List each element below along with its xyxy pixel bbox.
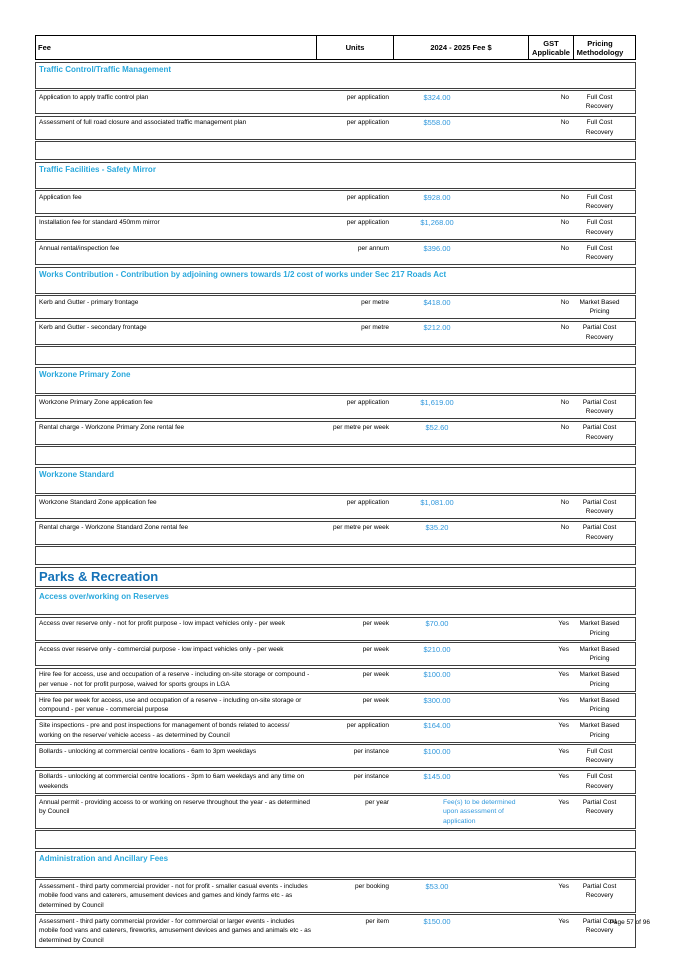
page-number: Page 57 of 96	[609, 919, 650, 926]
fee-description: Assessment - third party commercial provider - not for profit - smaller casual events - includes mobile food vans and caterers, amusement devices and games and kindy farms etc - as determined by Council	[39, 882, 308, 909]
fee-table-row	[35, 879, 636, 913]
fee-amount: $150.00	[423, 916, 451, 926]
section-title: Workzone Standard	[39, 470, 114, 479]
empty-spacer-row	[35, 141, 636, 160]
fee-description: Annual rental/inspection fee	[39, 244, 120, 252]
pricing-methodology: Partial Cost Recovery	[582, 524, 617, 541]
fee-units: per week	[362, 671, 389, 678]
fee-description: Rental charge - Workzone Primary Zone rental fee	[39, 424, 185, 431]
section-title: Works Contribution - Contribution by adjoining owners towards 1/2 cost of works under Sec 217 Roads Act	[39, 270, 447, 279]
fee-amount: $53.00	[425, 881, 449, 891]
fee-description: Hire fee per week for access, use and occupation of a reserve - including on-site storage or compound - per venue - commercial purpose	[39, 696, 302, 713]
fee-units: per metre	[361, 324, 389, 331]
fee-table-row	[35, 617, 636, 641]
column-header-pricing-methodology: Pricing Methodology	[573, 36, 626, 59]
gst-applicable: Yes	[558, 747, 569, 755]
section-title: Traffic Control/Traffic Management	[39, 65, 172, 74]
fee-units: per item	[365, 917, 389, 925]
pricing-methodology: Full Cost Recovery	[585, 244, 614, 261]
fee-amount: $1,268.00	[420, 218, 454, 227]
fee-amount: $210.00	[423, 644, 451, 654]
fee-description: Bollards - unlocking at commercial centre locations - 3pm to 6am weekdays and any time on weekends	[39, 773, 305, 790]
fee-units: per week	[362, 620, 389, 627]
fee-amount: $300.00	[423, 695, 451, 705]
gst-applicable: Yes	[558, 773, 569, 780]
fee-table-row	[35, 521, 636, 545]
fee-description: Kerb and Gutter - primary frontage	[39, 298, 139, 306]
fee-units: per metre per week	[333, 524, 389, 531]
fee-units: per instance	[353, 773, 389, 780]
section-title: Workzone Primary Zone	[39, 370, 131, 379]
fee-amount: $212.00	[423, 323, 451, 332]
pricing-methodology: Partial Cost Recovery	[582, 498, 617, 515]
pricing-methodology: Partial Cost Recovery	[582, 917, 617, 934]
fee-table-row	[35, 295, 636, 319]
pricing-methodology: Market Based Pricing	[579, 722, 620, 739]
gst-applicable: No	[560, 219, 569, 226]
empty-spacer-row	[35, 346, 636, 365]
gst-applicable: Yes	[558, 671, 569, 678]
fee-units: per metre	[361, 298, 389, 306]
fee-description: Bollards - unlocking at commercial centre locations - 6am to 3pm weekdays	[39, 747, 257, 755]
gst-applicable: No	[560, 324, 569, 331]
pricing-methodology: Market Based Pricing	[579, 696, 620, 713]
fee-description: Rental charge - Workzone Standard Zone rental fee	[39, 524, 189, 531]
fee-description: Assessment - third party commercial provider - for commercial or larger events - includes mobile food vans and caterers, fireworks, amusement devices and games and animals etc - as determined by Council	[39, 917, 312, 944]
pricing-methodology: Full Cost Recovery	[585, 119, 614, 136]
fee-units: per application	[346, 219, 389, 226]
fee-description: Access over reserve only - not for profit purpose - low impact vehicles only - per week	[39, 620, 286, 627]
fee-units: per metre per week	[333, 424, 389, 431]
fee-table-row	[35, 395, 636, 419]
gst-applicable: No	[560, 498, 569, 506]
fee-table-row	[35, 719, 636, 743]
fee-table-row	[35, 795, 636, 829]
gst-applicable: No	[560, 119, 569, 126]
pricing-methodology: Partial Cost Recovery	[582, 882, 617, 899]
gst-applicable: No	[560, 193, 569, 201]
fee-units: per application	[346, 498, 389, 506]
gst-applicable: No	[560, 298, 569, 306]
fee-table-row	[35, 642, 636, 666]
fee-description: Application fee	[39, 193, 82, 201]
gst-applicable: No	[560, 93, 569, 101]
table-header-row	[35, 35, 636, 60]
gst-applicable: Yes	[558, 696, 569, 704]
fee-table-row	[35, 495, 636, 519]
gst-applicable: Yes	[558, 917, 569, 925]
empty-spacer-row	[35, 830, 636, 849]
column-header-fee: Fee	[38, 43, 51, 52]
fee-amount: $35.20	[425, 523, 449, 532]
pricing-methodology: Partial Cost Recovery	[582, 398, 617, 415]
section-header	[35, 851, 636, 878]
fee-amount: $324.00	[423, 92, 451, 102]
gst-applicable: No	[560, 524, 569, 531]
fee-description: Kerb and Gutter - secondary frontage	[39, 324, 147, 331]
fee-units: per application	[346, 93, 389, 101]
section-title: Traffic Facilities - Safety Mirror	[39, 165, 156, 174]
table-body	[35, 62, 636, 948]
pricing-methodology: Market Based Pricing	[579, 298, 620, 315]
fee-description: Access over reserve only - commercial purpose - low impact vehicles only - per week	[39, 645, 284, 653]
fee-units: per application	[346, 193, 389, 201]
fee-amount: $145.00	[423, 772, 451, 781]
fee-table-row	[35, 216, 636, 240]
empty-spacer-row	[35, 546, 636, 565]
pricing-methodology: Market Based Pricing	[579, 645, 620, 662]
pricing-methodology: Market Based Pricing	[579, 671, 620, 688]
section-title: Access over/working on Reserves	[39, 591, 169, 601]
fee-amount: $928.00	[423, 192, 451, 202]
fee-units: per week	[362, 645, 389, 653]
fee-schedule-document	[35, 35, 636, 948]
fee-amount: $52.60	[425, 423, 449, 432]
column-header-units: Units	[316, 36, 393, 59]
pricing-methodology: Full Cost Recovery	[585, 93, 614, 110]
pricing-methodology: Market Based Pricing	[579, 620, 620, 637]
major-heading-title: Parks & Recreation	[39, 568, 159, 584]
pricing-methodology: Full Cost Recovery	[585, 193, 614, 210]
section-header	[35, 162, 636, 189]
fee-amount: $1,619.00	[420, 397, 454, 407]
fee-description: Site inspections - pre and post inspections for management of bonds related to access/ working on the reserve/ vehicle access - as determined by Council	[39, 722, 290, 739]
fee-units: per application	[346, 119, 389, 126]
fee-description: Application to apply traffic control plan	[39, 93, 149, 101]
section-title: Administration and Ancillary Fees	[39, 854, 169, 863]
gst-applicable: Yes	[558, 620, 569, 627]
fee-table-row	[35, 421, 636, 445]
fee-table-row	[35, 693, 636, 717]
section-header	[35, 62, 636, 89]
fee-table-row	[35, 241, 636, 265]
fee-amount: $418.00	[423, 297, 451, 307]
fee-units: per instance	[353, 747, 389, 755]
column-header-gst-applicable: GST Applicable	[528, 36, 573, 59]
pricing-methodology: Partial Cost Recovery	[582, 798, 617, 815]
column-header-fee-amount: 2024 - 2025 Fee $	[393, 36, 528, 59]
section-header	[35, 467, 636, 494]
fee-units: per annum	[357, 244, 389, 252]
fee-table-row	[35, 914, 636, 948]
fee-amount: $396.00	[423, 243, 451, 253]
fee-description: Installation fee for standard 450mm mirror	[39, 219, 160, 226]
fee-table-row	[35, 321, 636, 345]
pricing-methodology: Full Cost Recovery	[585, 747, 614, 764]
fee-amount: $100.00	[423, 670, 451, 679]
gst-applicable: No	[560, 424, 569, 431]
major-heading	[35, 567, 636, 587]
fee-amount: Fee(s) to be determined upon assessment of application	[443, 798, 516, 825]
empty-spacer-row	[35, 446, 636, 465]
gst-applicable: Yes	[558, 882, 569, 890]
fee-amount: $164.00	[423, 721, 451, 730]
section-header	[35, 588, 636, 615]
pricing-methodology: Partial Cost Recovery	[582, 424, 617, 441]
fee-units: per year	[365, 798, 389, 806]
fee-amount: $100.00	[423, 746, 451, 756]
fee-units: per application	[346, 398, 389, 406]
fee-table-row	[35, 190, 636, 214]
fee-description: Workzone Primary Zone application fee	[39, 398, 153, 406]
fee-units: per booking	[355, 882, 389, 890]
fee-description: Annual permit - providing access to or working on reserve throughout the year - as determined by Council	[39, 798, 310, 815]
fee-table-row	[35, 90, 636, 114]
fee-amount: $558.00	[423, 118, 451, 127]
gst-applicable: No	[560, 244, 569, 252]
fee-table-row	[35, 116, 636, 140]
pricing-methodology: Full Cost Recovery	[585, 773, 614, 790]
fee-amount: $1,081.00	[420, 497, 454, 507]
fee-amount: $70.00	[425, 619, 449, 628]
fee-units: per application	[346, 722, 389, 729]
fee-table-row	[35, 668, 636, 692]
fee-description: Assessment of full road closure and associated traffic management plan	[39, 119, 247, 126]
fee-description: Hire fee for access, use and occupation of a reserve - including on-site storage or compound - per venue - not for profit purpose, waived for sports groups in LGA	[39, 671, 310, 688]
fee-units: per week	[362, 696, 389, 704]
fee-table-row	[35, 770, 636, 794]
gst-applicable: Yes	[558, 798, 569, 806]
section-header	[35, 367, 636, 394]
pricing-methodology: Full Cost Recovery	[585, 219, 614, 236]
fee-table-row	[35, 744, 636, 768]
gst-applicable: No	[560, 398, 569, 406]
gst-applicable: Yes	[558, 645, 569, 653]
section-header	[35, 267, 636, 294]
gst-applicable: Yes	[558, 722, 569, 729]
fee-description: Workzone Standard Zone application fee	[39, 498, 157, 506]
pricing-methodology: Partial Cost Recovery	[582, 324, 617, 341]
